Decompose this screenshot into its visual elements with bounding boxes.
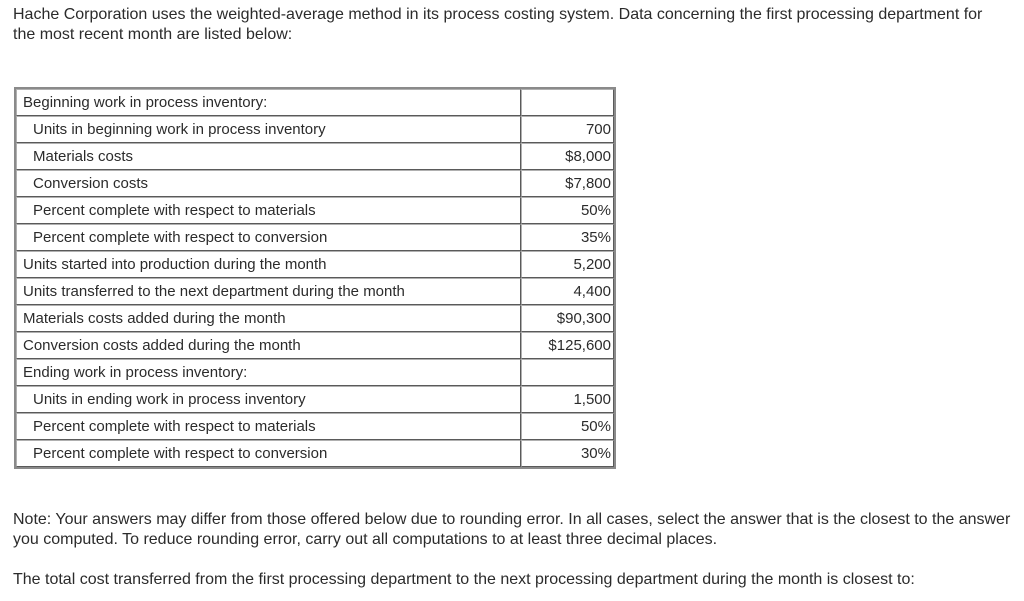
row-label: Percent complete with respect to conversion (16, 440, 521, 467)
row-label: Percent complete with respect to conversion (16, 224, 521, 251)
row-label: Materials costs (16, 143, 521, 170)
row-value: 35% (521, 224, 614, 251)
table-row (16, 386, 614, 413)
row-value: 1,500 (521, 386, 614, 413)
table-row (16, 116, 614, 143)
row-label: Beginning work in process inventory: (16, 89, 521, 116)
table-row (16, 89, 614, 116)
cost-data-table (14, 87, 616, 469)
table-row (16, 251, 614, 278)
table-row (16, 305, 614, 332)
row-label: Materials costs added during the month (16, 305, 521, 332)
row-value: 30% (521, 440, 614, 467)
row-value: 700 (521, 116, 614, 143)
row-value: 4,400 (521, 278, 614, 305)
table-row (16, 170, 614, 197)
row-label: Units transferred to the next department during the month (16, 278, 521, 305)
table-row (16, 143, 614, 170)
row-value (521, 89, 614, 116)
table-row (16, 413, 614, 440)
row-label: Percent complete with respect to materials (16, 197, 521, 224)
row-value: $90,300 (521, 305, 614, 332)
row-label: Units started into production during the month (16, 251, 521, 278)
rounding-note: Note: Your answers may differ from those offered below due to rounding error. In all cases, select the answer that is the closest to the answer you computed. To reduce rounding error, carry out all computations to at least three decimal places. (13, 511, 1011, 548)
table-row (16, 332, 614, 359)
row-label: Percent complete with respect to materials (16, 413, 521, 440)
table-row (16, 278, 614, 305)
row-value: $7,800 (521, 170, 614, 197)
row-label: Ending work in process inventory: (16, 359, 521, 386)
row-label: Units in ending work in process inventory (16, 386, 521, 413)
row-value: $125,600 (521, 332, 614, 359)
table-row (16, 224, 614, 251)
row-label: Conversion costs added during the month (16, 332, 521, 359)
row-label: Conversion costs (16, 170, 521, 197)
table-row (16, 440, 614, 467)
problem-intro: Hache Corporation uses the weighted-average method in its process costing system. Data concerning the first processing department for the most recent month are listed below: (13, 6, 983, 43)
row-value: 50% (521, 197, 614, 224)
row-value (521, 359, 614, 386)
question-text: The total cost transferred from the first processing department to the next processing department during the month is closest to: (13, 571, 915, 588)
row-value: 50% (521, 413, 614, 440)
row-value: 5,200 (521, 251, 614, 278)
table-row (16, 197, 614, 224)
table-row (16, 359, 614, 386)
row-value: $8,000 (521, 143, 614, 170)
row-label: Units in beginning work in process inventory (16, 116, 521, 143)
